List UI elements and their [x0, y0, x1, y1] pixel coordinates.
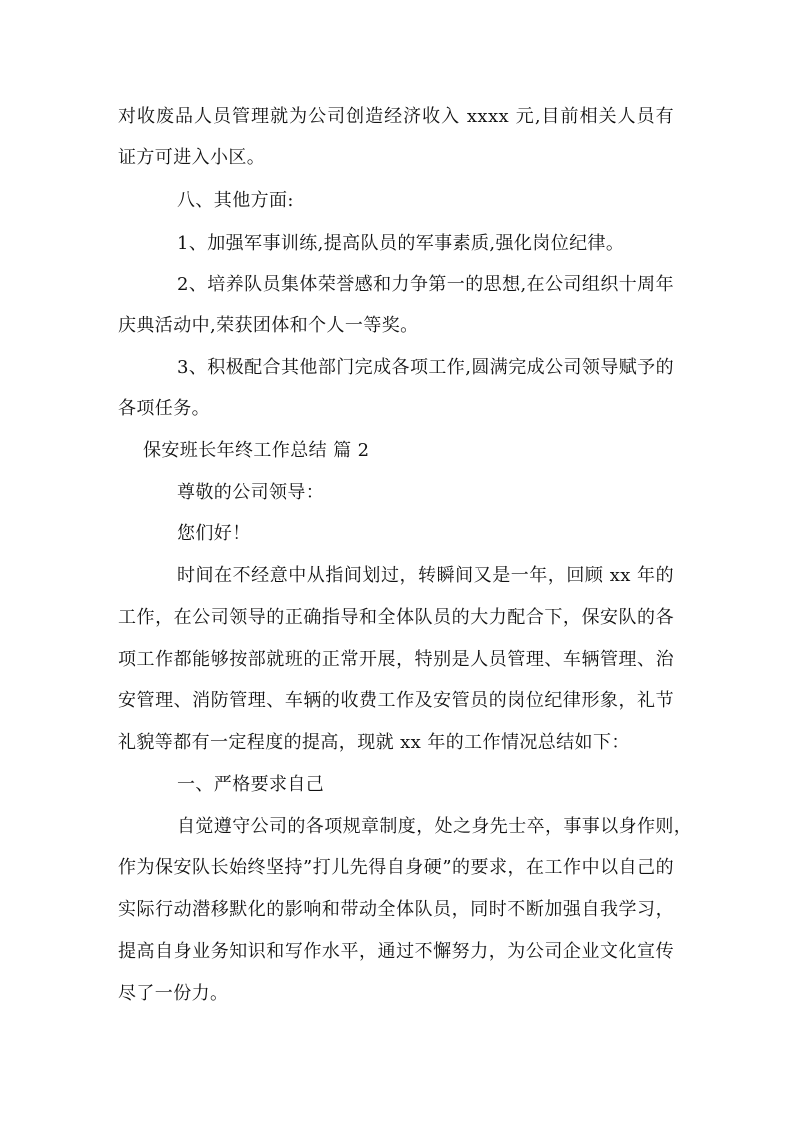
paragraph-line: 尽了一份力。: [118, 983, 229, 1004]
article-title: 保安班长年终工作总结 篇 2: [143, 440, 370, 461]
paragraph-line: 礼貌等都有一定程度的提高，现就 xx 年的工作情况总结如下：: [118, 732, 630, 753]
list-item: 1、加强军事训练,提高队员的军事素质,强化岗位纪律。: [177, 233, 625, 254]
section-heading: 一、严格要求自己: [177, 774, 325, 795]
greeting: 您们好！: [177, 523, 251, 544]
paragraph-line: 提高自身业务知识和写作水平，通过不懈努力，为公司企业文化宣传: [118, 941, 674, 962]
text-line: 庆典活动中,荣获团体和个人一等奖。: [118, 315, 419, 336]
list-item: 2、培养队员集体荣誉感和力争第一的思想,在公司组织十周年: [177, 274, 674, 295]
paragraph-line: 工作，在公司领导的正确指导和全体队员的大力配合下，保安队的各: [118, 607, 674, 628]
text-line: 对收废品人员管理就为公司创造经济收入 xxxx 元,目前相关人员有: [118, 106, 674, 127]
text-line: 证方可进入小区。: [118, 147, 266, 168]
salutation: 尊敬的公司领导：: [177, 482, 325, 503]
list-item: 3、积极配合其他部门完成各项工作,圆满完成公司领导赋予的: [177, 357, 674, 378]
paragraph-line: 实际行动潜移默化的影响和带动全体队员，同时不断加强自我学习，: [118, 899, 674, 920]
paragraph-line: 作为保安队长始终坚持”打儿先得自身硬”的要求，在工作中以自己的: [118, 857, 674, 878]
section-heading: 八、其他方面:: [177, 190, 294, 211]
paragraph-line: 时间在不经意中从指间划过，转瞬间又是一年，回顾 xx 年的: [177, 565, 674, 586]
paragraph-line: 项工作都能够按部就班的正常开展，特别是人员管理、车辆管理、治: [118, 649, 674, 670]
paragraph-line: 安管理、消防管理、车辆的收费工作及安管员的岗位纪律形象，礼节: [118, 690, 674, 711]
text-line: 各项任务。: [118, 398, 210, 419]
paragraph-line: 自觉遵守公司的各项规章制度，处之身先士卒，事事以身作则，: [177, 816, 693, 837]
